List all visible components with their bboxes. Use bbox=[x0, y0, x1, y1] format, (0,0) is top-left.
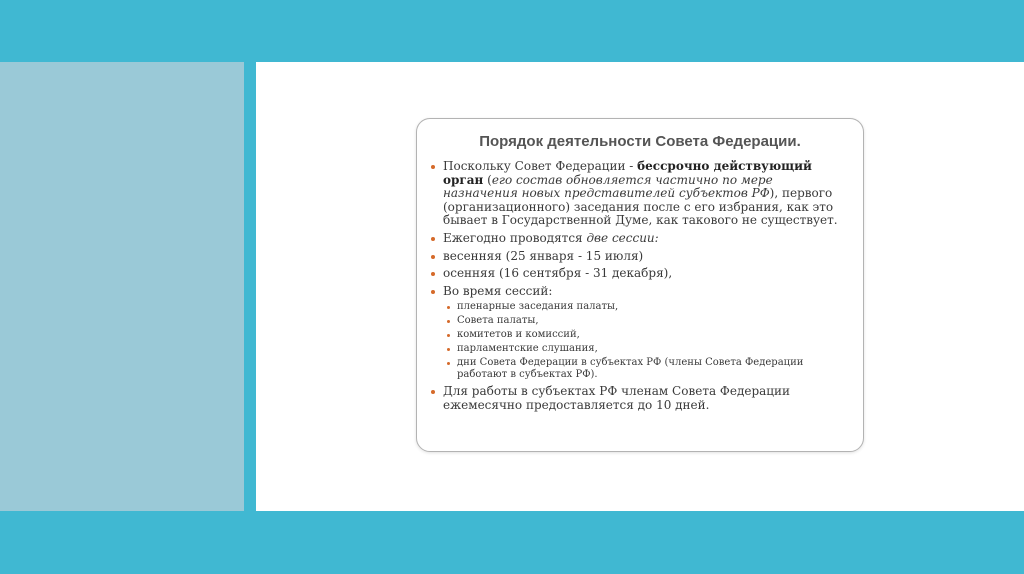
sub-list-item: парламентские слушания, bbox=[447, 343, 849, 355]
left-sidebar-panel bbox=[0, 62, 244, 511]
content-card bbox=[416, 118, 864, 452]
list-item-autumn-session: осенняя (16 сентября - 31 декабря), bbox=[431, 267, 849, 281]
sub-list-item: пленарные заседания палаты, bbox=[447, 301, 849, 313]
list-item-during-sessions: Во время сессий: пленарные заседания палаты, Совета палаты, комитетов и комиссий, парламентские слушания, дни Совета Федерации в субъектах РФ (члены Совета Федерации работают в субъектах РФ). bbox=[431, 285, 849, 382]
bullet-list bbox=[431, 160, 849, 413]
list-item-sessions: Ежегодно проводятся две сессии: bbox=[431, 232, 849, 246]
sub-list-item: комитетов и комиссий, bbox=[447, 329, 849, 341]
bold-text: бессрочно действующий орган bbox=[443, 159, 812, 187]
list-item-permanent-body: Поскольку Совет Федерации - бессрочно действующий орган (его состав обновляется частично по мере назначения новых представителей субъектов РФ), первого (организационного) заседания после с его избрания, как это бывает в Государственной Думе, как такового не существует. bbox=[431, 160, 849, 228]
card-title: Порядок деятельности Совета Федерации. bbox=[479, 133, 801, 150]
slide-content-area bbox=[256, 62, 1024, 511]
italic-note: его состав обновляется частично по мере назначения новых представителей субъектов РФ bbox=[443, 172, 773, 201]
list-item-regional-work: Для работы в субъектах РФ членам Совета Федерации ежемесячно предоставляется до 10 дней. bbox=[431, 385, 849, 412]
sub-bullet-list bbox=[447, 301, 849, 381]
sub-list-item: Совета палаты, bbox=[447, 315, 849, 327]
list-item-spring-session: весенняя (25 января - 15 июля) bbox=[431, 250, 849, 264]
sub-list-item: дни Совета Федерации в субъектах РФ (члены Совета Федерации работают в субъектах РФ). bbox=[447, 357, 849, 381]
